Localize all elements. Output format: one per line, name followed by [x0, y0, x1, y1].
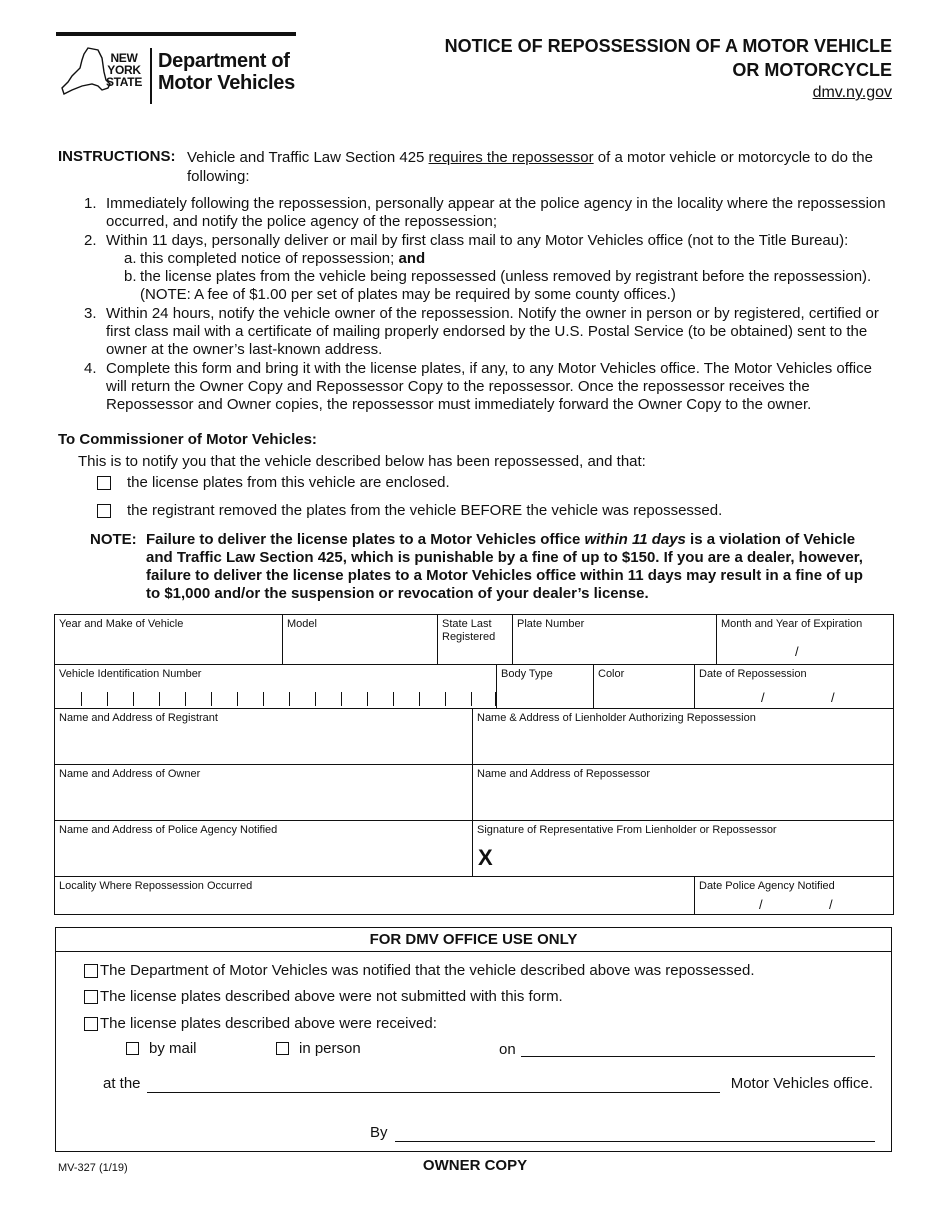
title-line-1: NOTICE OF REPOSSESSION OF A MOTOR VEHICLE	[444, 36, 892, 56]
by-mail-label: by mail	[149, 1040, 197, 1057]
color-label: Color	[598, 668, 625, 680]
at-the-label: at the	[103, 1075, 141, 1092]
state-registered-field[interactable]	[438, 615, 513, 665]
office-name-line[interactable]	[147, 1092, 720, 1093]
owner-field[interactable]	[55, 765, 473, 821]
step-text: Within 11 days, personally deliver or mail by first class mail to any Motor Vehicles office (not to the Title Bureau):	[106, 232, 849, 249]
intro-text-2: of a motor vehicle or motorcycle to do the following:	[187, 149, 873, 185]
form-number: MV-327 (1/19)	[58, 1162, 128, 1174]
sub-bold: and	[398, 250, 426, 267]
step-number: 4.	[84, 360, 97, 377]
date-police-slash-1: /	[759, 897, 763, 912]
in-person-label: in person	[299, 1040, 361, 1057]
not-submitted-option[interactable]	[84, 988, 563, 1005]
vin-tick	[393, 692, 394, 706]
by-label: By	[370, 1124, 388, 1141]
year-make-label: Year and Make of Vehicle	[59, 618, 184, 630]
vin-tick	[185, 692, 186, 706]
vin-tick	[419, 692, 420, 706]
step-1	[84, 195, 894, 231]
police-agency-field[interactable]	[55, 821, 473, 877]
vin-tick	[263, 692, 264, 706]
registrant-label: Name and Address of Registrant	[59, 712, 218, 724]
signature-label: Signature of Representative From Lienholder or Repossessor	[477, 824, 777, 836]
sub-text: the license plates from the vehicle being repossessed (unless removed by registrant before the repossession). (NOTE: A fee of $1.00 per set of plates may be required by some county offices.)	[140, 268, 872, 303]
sub-letter: a.	[124, 250, 137, 267]
owner-label: Name and Address of Owner	[59, 768, 201, 780]
locality-label: Locality Where Repossession Occurred	[59, 880, 253, 892]
signature-field[interactable]	[473, 821, 893, 877]
dmv-notified-option[interactable]	[84, 962, 755, 979]
note-italic: within 11 days	[584, 531, 686, 548]
note-part-2: is a violation of Vehicle and Traffic Law Section 425, which is punishable by a fine of up to $150. If you are a dealer, however, failure to deliver the license plates to a Motor Vehicles office within 11 days may result in a fine of up to $1,000 and/or the suspension or revocation of your dealer’s license.	[146, 531, 863, 602]
in-person-option[interactable]	[276, 1040, 361, 1057]
not-submitted-checkbox[interactable]	[84, 990, 98, 1004]
lienholder-field[interactable]	[473, 709, 893, 765]
model-label: Model	[287, 618, 317, 630]
registrant-field[interactable]	[55, 709, 473, 765]
intro-underlined: requires the repossessor	[428, 149, 594, 166]
date-repossession-field[interactable]	[695, 665, 893, 709]
logo-word-state: STATE	[105, 75, 143, 89]
nys-dmv-logo	[56, 42, 300, 104]
step-text: Within 24 hours, notify the vehicle owner of the repossession. Notify the owner in person or by registered, certified or first class mail with a certificate of mailing properly endorsed by the U.S. Postal Service (to be obtained) sent to the owner at the owner’s last-known address.	[106, 305, 879, 358]
vin-tick	[159, 692, 160, 706]
logo-state-words	[102, 52, 146, 88]
vin-tick	[445, 692, 446, 706]
body-type-field[interactable]	[497, 665, 594, 709]
vin-character-boxes[interactable]	[81, 692, 496, 706]
note-part-1: Failure to deliver the license plates to a Motor Vehicles office	[146, 531, 585, 548]
color-field[interactable]	[594, 665, 695, 709]
logo-dept-line1: Department of	[158, 50, 290, 72]
date-police-slash-2: /	[829, 897, 833, 912]
logo-dept-line2: Motor Vehicles	[158, 72, 295, 94]
date-repossession-slash-1: /	[761, 690, 765, 705]
by-signature-line[interactable]	[395, 1141, 875, 1142]
step-4	[84, 360, 894, 414]
by-mail-option[interactable]	[126, 1040, 197, 1057]
vin-tick	[341, 692, 342, 706]
vin-tick	[237, 692, 238, 706]
title-line-2: OR MOTORCYCLE	[732, 60, 892, 80]
expiration-field[interactable]	[717, 615, 893, 665]
instructions-label: INSTRUCTIONS:	[58, 148, 176, 165]
by-mail-checkbox[interactable]	[126, 1042, 139, 1055]
locality-field[interactable]	[55, 877, 695, 914]
note-text	[146, 531, 880, 603]
date-police-notified-label: Date Police Agency Notified	[699, 880, 835, 892]
vin-tick	[367, 692, 368, 706]
step-text: Complete this form and bring it with the license plates, if any, to any Motor Vehicles office. The Motor Vehicles office will return the Owner Copy and Repossessor Copy to the repossessor. Once the repossessor receives the Repossessor and Owner copies, the repossessor must immediately forward the Owner Copy to the owner.	[106, 360, 872, 413]
plates-removed-label: the registrant removed the plates from the vehicle BEFORE the vehicle was repossessed.	[127, 502, 723, 519]
commissioner-text: This is to notify you that the vehicle described below has been repossessed, and that:	[78, 453, 646, 470]
step-2	[84, 232, 894, 304]
vin-tick	[471, 692, 472, 706]
instructions-intro	[187, 148, 887, 186]
logo-word-york: YORK	[107, 63, 141, 77]
step-text: Immediately following the repossession, personally appear at the police agency in the locality where the repossession occurred, and notify the police agency of the repossession;	[106, 195, 886, 230]
dmv-office-use-box	[55, 927, 892, 1152]
logo-department	[158, 50, 295, 94]
plate-number-field[interactable]	[513, 615, 717, 665]
plates-enclosed-checkbox[interactable]	[97, 476, 111, 490]
expiration-slash: /	[795, 644, 799, 659]
copy-label: OWNER COPY	[422, 1157, 528, 1174]
plates-removed-option[interactable]	[97, 502, 722, 519]
vin-tick	[495, 692, 496, 706]
instruction-steps	[84, 195, 894, 415]
on-label: on	[499, 1041, 516, 1058]
plates-enclosed-option[interactable]	[97, 474, 450, 491]
step-number: 1.	[84, 195, 97, 212]
logo-word-new: NEW	[110, 51, 138, 65]
repossessor-label: Name and Address of Repossessor	[477, 768, 651, 780]
received-date-line[interactable]	[521, 1056, 875, 1057]
page-title	[332, 34, 892, 82]
expiration-label: Month and Year of Expiration	[721, 618, 863, 630]
vin-tick	[289, 692, 290, 706]
lienholder-label: Name & Address of Lienholder Authorizing Repossession	[477, 712, 756, 724]
website-link[interactable]: dmv.ny.gov	[812, 84, 892, 101]
vehicle-form	[54, 614, 894, 915]
in-person-checkbox[interactable]	[276, 1042, 289, 1055]
office-suffix-label: Motor Vehicles office.	[730, 1075, 873, 1092]
vin-tick	[315, 692, 316, 706]
step-3	[84, 305, 894, 359]
date-repossession-slash-2: /	[831, 690, 835, 705]
not-submitted-label: The license plates described above were not submitted with this form.	[100, 988, 563, 1005]
step-number: 3.	[84, 305, 97, 322]
dmv-notified-checkbox[interactable]	[84, 964, 98, 978]
vin-tick	[107, 692, 108, 706]
body-type-label: Body Type	[501, 668, 553, 680]
dmv-notified-label: The Department of Motor Vehicles was notified that the vehicle described above was repossessed.	[100, 962, 755, 979]
state-registered-label: State Last Registered	[442, 618, 496, 643]
plates-received-label: The license plates described above were received:	[100, 1015, 437, 1032]
sub-letter: b.	[124, 268, 137, 285]
signature-x-mark: X	[478, 845, 493, 870]
vin-tick	[211, 692, 212, 706]
plate-number-label: Plate Number	[517, 618, 585, 630]
step-number: 2.	[84, 232, 97, 249]
date-police-notified-field[interactable]	[695, 877, 893, 914]
year-make-field[interactable]	[55, 615, 283, 665]
repossessor-field[interactable]	[473, 765, 893, 821]
vin-label: Vehicle Identification Number	[59, 668, 202, 680]
commissioner-heading: To Commissioner of Motor Vehicles:	[58, 431, 317, 448]
header-rule	[56, 32, 296, 36]
police-agency-label: Name and Address of Police Agency Notified	[59, 824, 278, 836]
note-label: NOTE:	[90, 531, 137, 548]
plates-enclosed-label: the license plates from this vehicle are enclosed.	[127, 474, 450, 491]
model-field[interactable]	[283, 615, 438, 665]
sub-text: this completed notice of repossession;	[140, 250, 395, 267]
vin-tick	[133, 692, 134, 706]
plates-received-checkbox[interactable]	[84, 1017, 98, 1031]
step-2b	[124, 268, 894, 304]
note-block	[90, 531, 880, 603]
plates-removed-checkbox[interactable]	[97, 504, 111, 518]
logo-divider	[150, 48, 152, 104]
step-2a	[124, 250, 894, 268]
office-use-heading: FOR DMV OFFICE USE ONLY	[56, 928, 891, 952]
intro-text-1: Vehicle and Traffic Law Section 425	[187, 149, 429, 166]
plates-received-option[interactable]	[84, 1015, 437, 1032]
vin-tick	[81, 692, 82, 706]
date-repossession-label: Date of Repossession	[699, 668, 807, 680]
